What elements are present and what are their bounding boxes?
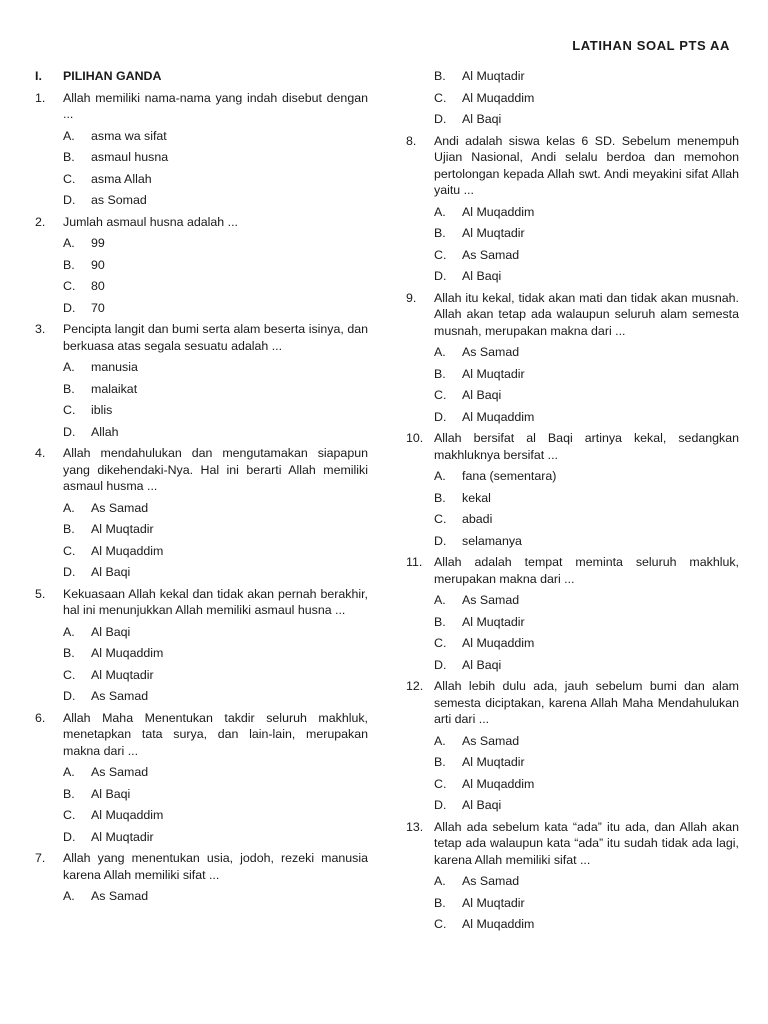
answer-option xyxy=(406,754,739,771)
option-letter: A. xyxy=(63,128,75,143)
question-text: Allah bersifat al Baqi artinya kekal, sedangkan makhluknya bersifat ... xyxy=(434,431,739,462)
option-letter: B. xyxy=(434,755,446,769)
option-text: Al Muqtadir xyxy=(91,667,154,682)
option-letter: D. xyxy=(63,193,76,207)
answer-option xyxy=(406,592,739,609)
answer-option xyxy=(406,873,739,890)
option-letter: C. xyxy=(434,388,447,402)
option-text: Al Muqaddim xyxy=(462,917,535,931)
option-letter: B. xyxy=(434,490,446,505)
option-text: Allah xyxy=(91,424,119,439)
answer-option xyxy=(406,657,739,674)
question-number: 7. xyxy=(35,851,46,865)
option-text: Al Muqaddim xyxy=(91,543,164,558)
option-text: Al Muqtadir xyxy=(91,829,154,844)
option-letter: B. xyxy=(63,522,75,536)
option-text: iblis xyxy=(91,403,113,417)
answer-option xyxy=(35,624,368,641)
question-number: 12. xyxy=(406,679,424,693)
question-item xyxy=(406,133,739,285)
answer-option xyxy=(406,797,739,814)
option-letter: A. xyxy=(63,236,75,250)
option-letter: C. xyxy=(434,917,447,931)
option-letter: A. xyxy=(63,889,75,903)
answer-option xyxy=(406,366,739,383)
option-letter: C. xyxy=(434,512,447,526)
answer-option xyxy=(406,511,739,528)
option-text: Al Muqtadir xyxy=(462,614,525,629)
answer-option xyxy=(406,90,739,107)
option-letter: A. xyxy=(434,874,446,888)
option-letter: D. xyxy=(434,269,447,283)
question-number: 10. xyxy=(406,431,424,445)
option-text: As Samad xyxy=(91,889,149,903)
option-text: Al Baqi xyxy=(462,798,502,812)
question-number: 3. xyxy=(35,322,46,336)
option-letter: C. xyxy=(434,776,447,791)
question-text: Allah ada sebelum kata “ada” itu ada, dan Allah akan tetap ada walaupun kata “ada” itu sudah tidak ada lagi, karena Allah memiliki sifat ... xyxy=(434,819,739,867)
option-letter: A. xyxy=(63,500,75,515)
answer-option xyxy=(35,300,368,317)
option-text: 90 xyxy=(91,257,105,272)
option-text: As Samad xyxy=(91,765,149,779)
question-item xyxy=(35,850,368,905)
option-text: malaikat xyxy=(91,381,138,396)
question-item xyxy=(35,586,368,705)
answer-option xyxy=(35,381,368,398)
option-letter: C. xyxy=(63,171,76,186)
question-line xyxy=(35,850,368,883)
option-letter: D. xyxy=(434,657,447,672)
question-number: 9. xyxy=(406,290,417,305)
section-title: PILIHAN GANDA xyxy=(63,69,162,83)
answer-option xyxy=(35,888,368,905)
option-letter: D. xyxy=(63,829,76,844)
option-text: Al Baqi xyxy=(462,388,502,402)
option-letter: C. xyxy=(63,543,76,558)
option-text: Al Muqaddim xyxy=(462,776,535,791)
option-letter: B. xyxy=(434,614,446,629)
option-text: As Samad xyxy=(462,733,520,748)
option-letter: C. xyxy=(63,667,76,682)
option-text: Al Baqi xyxy=(91,624,131,639)
answer-option xyxy=(35,688,368,705)
question-text: Andi adalah siswa kelas 6 SD. Sebelum menempuh Ujian Nasional, Andi selalu berdoa dan memohon pertolongan kepada Allah swt. Andi meyakini sifat Allah yaitu ... xyxy=(434,133,739,197)
question-text: Allah lebih dulu ada, jauh sebelum bumi dan alam semesta diciptakan, karena Allah Maha Mendahulukan arti dari ... xyxy=(434,679,739,726)
option-text: As Samad xyxy=(462,247,520,262)
question-number: 2. xyxy=(35,214,46,229)
option-text: asma wa sifat xyxy=(91,128,167,143)
answer-option xyxy=(35,359,368,376)
answer-option xyxy=(35,521,368,538)
option-text: fana (sementara) xyxy=(462,469,557,483)
option-letter: B. xyxy=(434,226,446,240)
question-line xyxy=(406,678,739,728)
answer-option xyxy=(406,204,739,221)
answer-option xyxy=(406,225,739,242)
question-list-left xyxy=(35,90,368,905)
answer-option xyxy=(406,68,739,85)
option-text: Al Muqtadir xyxy=(91,522,154,536)
option-text: As Samad xyxy=(91,689,149,703)
option-letter: D. xyxy=(434,533,447,548)
question-number: 5. xyxy=(35,586,46,601)
answer-option xyxy=(35,424,368,441)
question-line xyxy=(406,133,739,199)
answer-option xyxy=(406,247,739,264)
answer-option xyxy=(406,635,739,652)
question-number: 13. xyxy=(406,819,424,834)
question-item xyxy=(406,430,739,549)
option-letter: A. xyxy=(434,593,446,607)
option-text: As Samad xyxy=(462,874,520,888)
option-letter: A. xyxy=(63,765,75,779)
option-text: abadi xyxy=(462,512,493,526)
option-letter: C. xyxy=(63,808,76,822)
answer-option xyxy=(406,614,739,631)
answer-option xyxy=(35,128,368,145)
question-line xyxy=(35,710,368,760)
option-letter: A. xyxy=(434,733,446,748)
option-letter: D. xyxy=(63,565,76,579)
answer-option xyxy=(406,916,739,933)
question-text: Jumlah asmaul husna adalah ... xyxy=(63,214,238,229)
option-letter: B. xyxy=(434,69,446,83)
option-text: Al Muqaddim xyxy=(462,90,535,105)
question-text: Allah itu kekal, tidak akan mati dan tidak akan musnah. Allah akan tetap ada walaupun seluruh alam semesta musnah, merupakan makna dari ... xyxy=(434,290,739,338)
question-line xyxy=(406,554,739,587)
option-letter: A. xyxy=(434,469,446,483)
question-number: 11. xyxy=(406,555,423,569)
answer-option xyxy=(35,149,368,166)
option-text: asmaul husna xyxy=(91,150,169,164)
answer-option xyxy=(35,829,368,846)
question-text: Allah memiliki nama-nama yang indah disebut dengan ... xyxy=(63,90,368,121)
answer-option xyxy=(35,667,368,684)
option-text: asma Allah xyxy=(91,171,152,186)
question-line xyxy=(35,321,368,354)
option-text: Al Baqi xyxy=(462,269,502,283)
option-text: Al Muqaddim xyxy=(462,409,535,424)
question-line xyxy=(35,445,368,495)
option-letter: D. xyxy=(434,112,447,126)
question-line xyxy=(35,586,368,619)
option-text: Al Muqtadir xyxy=(462,226,525,240)
answer-option xyxy=(406,468,739,485)
answer-option xyxy=(406,409,739,426)
question-number: 8. xyxy=(406,133,417,148)
question-text: Allah mendahulukan dan mengutamakan siapapun yang dikehendaki-Nya. Hal ini berarti Allah memiliki asmaul husma ... xyxy=(63,446,368,493)
section-heading xyxy=(35,68,368,85)
option-text: 99 xyxy=(91,236,105,250)
option-text: Al Muqtadir xyxy=(462,69,525,83)
option-letter: D. xyxy=(63,300,76,315)
question-item xyxy=(406,290,739,426)
continued-options xyxy=(406,68,739,128)
question-line xyxy=(35,214,368,231)
question-text: Pencipta langit dan bumi serta alam beserta isinya, dan berkuasa atas segala sesuatu adalah ... xyxy=(63,322,368,353)
question-item xyxy=(35,214,368,317)
option-text: as Somad xyxy=(91,193,147,207)
answer-option xyxy=(35,807,368,824)
question-item xyxy=(35,445,368,581)
question-number: 6. xyxy=(35,710,46,725)
question-number: 1. xyxy=(35,90,46,105)
option-letter: B. xyxy=(434,366,446,381)
answer-option xyxy=(35,500,368,517)
page-title: LATIHAN SOAL PTS AA xyxy=(572,38,730,53)
option-letter: B. xyxy=(63,150,75,164)
option-text: Al Muqtadir xyxy=(462,366,525,381)
option-text: Al Muqaddim xyxy=(462,204,535,219)
answer-option xyxy=(35,564,368,581)
option-text: manusia xyxy=(91,360,138,374)
question-line xyxy=(406,430,739,463)
option-text: Al Baqi xyxy=(462,657,502,672)
question-item xyxy=(35,710,368,846)
question-item xyxy=(406,678,739,814)
section-number: I. xyxy=(35,69,42,83)
option-letter: C. xyxy=(63,403,76,417)
answer-option xyxy=(35,257,368,274)
answer-option xyxy=(35,645,368,662)
question-item xyxy=(406,554,739,673)
option-letter: B. xyxy=(63,786,75,801)
option-text: Al Muqaddim xyxy=(91,646,164,660)
option-letter: A. xyxy=(434,345,446,359)
question-number: 4. xyxy=(35,446,46,460)
option-text: selamanya xyxy=(462,533,522,548)
option-text: Al Muqaddim xyxy=(91,808,164,822)
answer-option xyxy=(35,543,368,560)
option-letter: D. xyxy=(434,798,447,812)
answer-option xyxy=(406,111,739,128)
option-text: Al Baqi xyxy=(91,786,131,801)
option-text: kekal xyxy=(462,490,491,505)
option-letter: C. xyxy=(434,90,447,105)
answer-option xyxy=(35,278,368,295)
option-text: Al Muqaddim xyxy=(462,636,535,650)
option-letter: B. xyxy=(63,257,75,272)
question-line xyxy=(35,90,368,123)
answer-option xyxy=(406,344,739,361)
answer-option xyxy=(35,764,368,781)
answer-option xyxy=(406,490,739,507)
option-text: Al Baqi xyxy=(91,565,131,579)
question-line xyxy=(406,290,739,340)
right-column xyxy=(406,68,739,933)
option-letter: C. xyxy=(63,279,76,293)
left-column xyxy=(35,68,368,905)
answer-option xyxy=(406,387,739,404)
answer-option xyxy=(35,235,368,252)
answer-option xyxy=(35,402,368,419)
answer-option xyxy=(406,733,739,750)
answer-option xyxy=(406,895,739,912)
question-text: Allah adalah tempat meminta seluruh makhluk, merupakan makna dari ... xyxy=(434,555,739,586)
option-text: 70 xyxy=(91,300,105,315)
question-text: Allah yang menentukan usia, jodoh, rezeki manusia karena Allah memiliki sifat ... xyxy=(63,851,368,882)
option-text: As Samad xyxy=(91,500,149,515)
option-text: Al Muqtadir xyxy=(462,755,525,769)
option-letter: D. xyxy=(63,424,76,439)
option-letter: A. xyxy=(434,204,446,219)
question-item xyxy=(35,90,368,209)
answer-option xyxy=(406,533,739,550)
option-text: Al Baqi xyxy=(462,112,502,126)
answer-option xyxy=(406,268,739,285)
option-text: Al Muqtadir xyxy=(462,895,525,910)
answer-option xyxy=(35,786,368,803)
option-letter: A. xyxy=(63,360,75,374)
question-item xyxy=(406,819,739,933)
option-letter: C. xyxy=(434,247,447,262)
question-list-right xyxy=(406,133,739,933)
question-text: Kekuasaan Allah kekal dan tidak akan pernah berakhir, hal ini menunjukkan Allah memiliki asmaul husna ... xyxy=(63,586,368,617)
option-letter: B. xyxy=(63,646,75,660)
question-line xyxy=(406,819,739,869)
option-text: 80 xyxy=(91,279,105,293)
option-text: As Samad xyxy=(462,593,520,607)
option-letter: D. xyxy=(63,689,76,703)
answer-option xyxy=(406,776,739,793)
answer-option xyxy=(35,171,368,188)
option-text: As Samad xyxy=(462,345,520,359)
option-letter: B. xyxy=(434,895,446,910)
option-letter: C. xyxy=(434,636,447,650)
option-letter: A. xyxy=(63,624,75,639)
option-letter: D. xyxy=(434,409,447,424)
question-text: Allah Maha Menentukan takdir seluruh makhluk, menetapkan tata surya, dan lain-lain, merupakan makna dari ... xyxy=(63,710,368,758)
option-letter: B. xyxy=(63,381,75,396)
question-item xyxy=(35,321,368,440)
answer-option xyxy=(35,192,368,209)
